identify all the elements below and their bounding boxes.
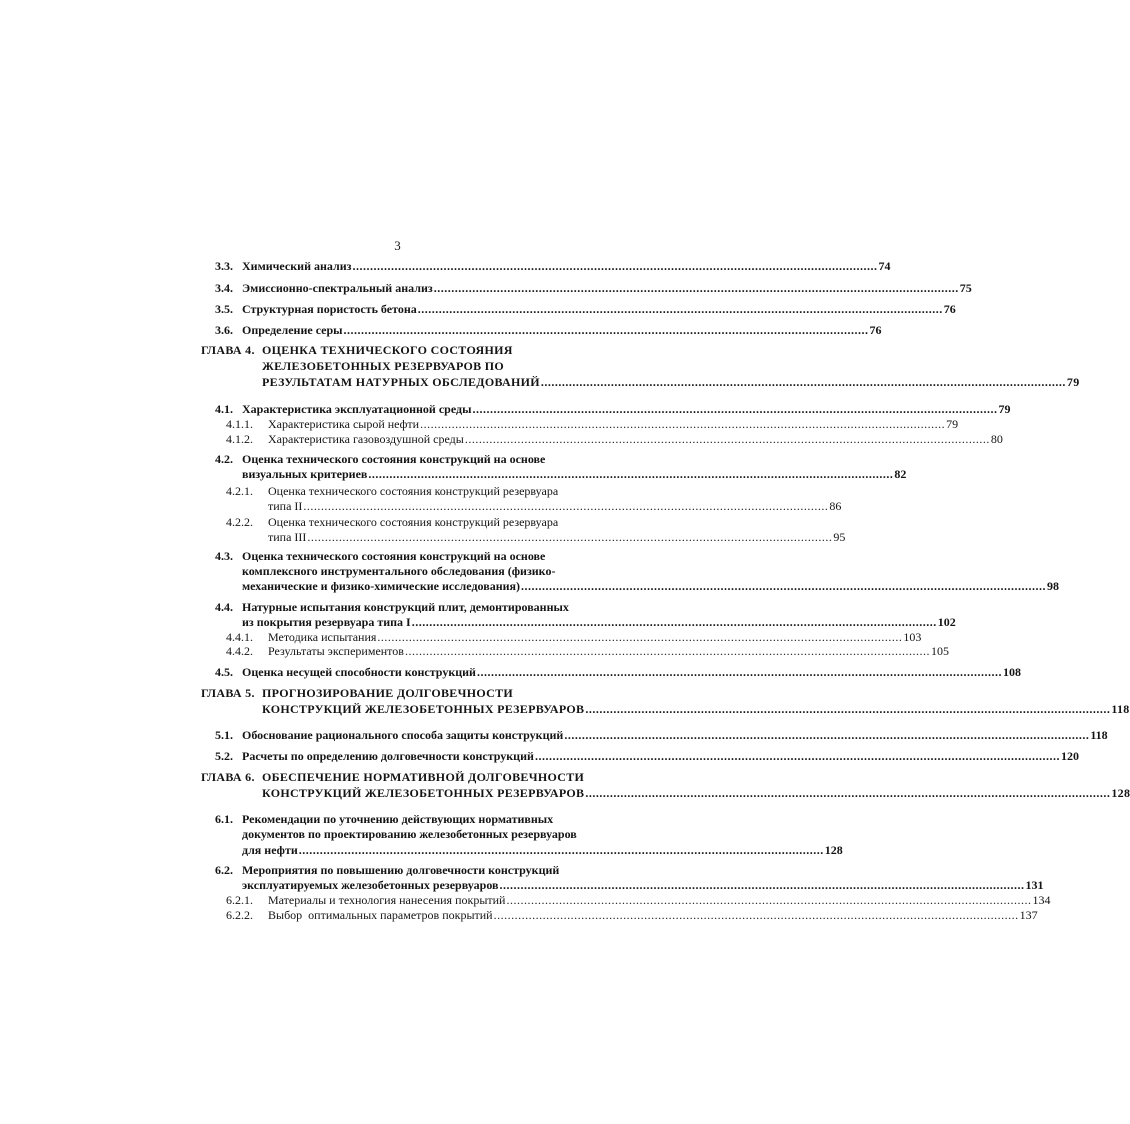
dot-leader: ...................................................................................................................................................... xyxy=(476,665,1002,679)
page-ref: 82 xyxy=(894,467,907,481)
section-4-2-number: 4.2. xyxy=(215,452,233,466)
page-ref: 128 xyxy=(1111,786,1130,800)
toc-entry-chapter-4[interactable] xyxy=(262,374,1080,390)
toc-entry-3-5[interactable] xyxy=(215,301,956,317)
dot-leader: ...................................................................................................................................................... xyxy=(368,467,894,481)
section-4-3-title-line-3: механические и физико-химические исследования) xyxy=(242,579,521,593)
dot-leader: ...................................................................................................................................................... xyxy=(521,579,1047,593)
dot-leader: ...................................................................................................................................................... xyxy=(585,786,1111,800)
section-4-2-2-title-line-1: Оценка технического состояния конструкций резервуара xyxy=(268,515,559,529)
page-ref: 75 xyxy=(959,281,972,295)
chapter-5-title-line-2: КОНСТРУКЦИЙ ЖЕЛЕЗОБЕТОННЫХ РЕЗЕРВУАРОВ xyxy=(262,702,585,716)
dot-leader: ...................................................................................................................................................... xyxy=(534,749,1060,763)
toc-entry-3-3[interactable] xyxy=(215,258,891,274)
page-ref: 80 xyxy=(990,432,1003,446)
toc-entry-4-4-2[interactable] xyxy=(226,643,949,659)
toc-entry-4-1[interactable] xyxy=(215,401,1011,417)
section-6-2-title-line-1: Мероприятия по повышению долговечности конструкций xyxy=(242,863,560,877)
page-number: 3 xyxy=(394,238,401,253)
section-title: Оценка несущей способности конструкций xyxy=(242,665,476,679)
toc-entry-4-4[interactable] xyxy=(242,614,956,630)
dot-leader: ...................................................................................................................................................... xyxy=(472,402,998,416)
section-title: Характеристика сырой нефти xyxy=(268,417,420,431)
page-ref: 79 xyxy=(1066,375,1080,389)
toc-entry-6-2-2[interactable] xyxy=(226,907,1038,923)
toc-entry-5-2[interactable] xyxy=(215,748,1079,764)
section-4-4-title-line-2: из покрытия резервуара типа I xyxy=(242,615,411,629)
chapter-4-title-line-1: ОЦЕНКА ТЕХНИЧЕСКОГО СОСТОЯНИЯ xyxy=(262,343,513,357)
toc-entry-4-3[interactable] xyxy=(242,578,1060,594)
section-number: 5.1. xyxy=(215,728,233,742)
section-4-2-1-title-line-2: типа II xyxy=(268,499,303,513)
section-4-2-1-title-line-1: Оценка технического состояния конструкций резервуара xyxy=(268,484,559,498)
section-number: 3.4. xyxy=(215,281,233,295)
section-4-3-number: 4.3. xyxy=(215,549,233,563)
section-4-2-2-title-line-2: типа III xyxy=(268,530,307,544)
dot-leader: ...................................................................................................................................................... xyxy=(585,702,1111,716)
page-ref: 137 xyxy=(1019,908,1038,922)
section-number: 3.5. xyxy=(215,302,233,316)
chapter-6-number: ГЛАВА 6. xyxy=(201,770,255,784)
section-6-2-number: 6.2. xyxy=(215,863,233,877)
section-number: 4.1.1. xyxy=(226,417,253,431)
page-ref: 131 xyxy=(1025,878,1044,892)
dot-leader: ...................................................................................................................................................... xyxy=(499,878,1025,892)
section-4-3-title-line-2: комплексного инструментального обследования (физико- xyxy=(242,564,556,578)
dot-leader: ...................................................................................................................................................... xyxy=(404,644,930,658)
section-4-2-1-number: 4.2.1. xyxy=(226,484,253,498)
section-title: Характеристика газовоздушной среды xyxy=(268,432,464,446)
dot-leader: ...................................................................................................................................................... xyxy=(506,893,1032,907)
dot-leader: ...................................................................................................................................................... xyxy=(564,728,1090,742)
page-ref: 79 xyxy=(946,417,959,431)
page-ref: 102 xyxy=(937,615,956,629)
section-6-2-title-line-2: эксплуатируемых железобетонных резервуаров xyxy=(242,878,499,892)
section-number: 4.5. xyxy=(215,665,233,679)
section-6-1-number: 6.1. xyxy=(215,812,233,826)
page-ref: 95 xyxy=(833,530,846,544)
section-number: 5.2. xyxy=(215,749,233,763)
toc-entry-6-1[interactable] xyxy=(242,842,843,858)
page-ref: 76 xyxy=(943,302,956,316)
page-ref: 120 xyxy=(1060,749,1079,763)
section-6-1-title-line-2: документов по проектированию железобетонных резервуаров xyxy=(242,827,577,841)
toc-entry-4-2-1[interactable] xyxy=(268,498,842,514)
page-ref: 118 xyxy=(1111,702,1130,716)
toc-entry-4-2-2[interactable] xyxy=(268,529,846,545)
toc-entry-4-2[interactable] xyxy=(242,466,907,482)
section-number: 6.2.1. xyxy=(226,893,253,907)
dot-leader: ...................................................................................................................................................... xyxy=(433,281,959,295)
section-title: Эмиссионно-спектральный анализ xyxy=(242,281,433,295)
section-title: Определение серы xyxy=(242,323,343,337)
section-title: Характеристика эксплуатационной среды xyxy=(242,402,472,416)
section-title: Методика испытания xyxy=(268,630,377,644)
page-ref: 108 xyxy=(1002,665,1021,679)
section-6-1-title-line-1: Рекомендации по уточнению действующих нормативных xyxy=(242,812,554,826)
section-4-4-title-line-1: Натурные испытания конструкций плит, демонтированных xyxy=(242,600,569,614)
toc-entry-4-5[interactable] xyxy=(215,664,1021,680)
dot-leader: ...................................................................................................................................................... xyxy=(417,302,943,316)
page-ref: 105 xyxy=(930,644,949,658)
section-title: Выбор оптимальных параметров покрытий xyxy=(268,908,493,922)
section-number: 4.4.2. xyxy=(226,644,253,658)
section-6-1-title-line-3: для нефти xyxy=(242,843,298,857)
toc-entry-4-1-2[interactable] xyxy=(226,431,1003,447)
section-title: Обоснование рационального способа защиты конструкций xyxy=(242,728,564,742)
section-4-4-number: 4.4. xyxy=(215,600,233,614)
section-title: Результаты экспериментов xyxy=(268,644,404,658)
section-number: 4.1. xyxy=(215,402,233,416)
section-title: Химический анализ xyxy=(242,259,352,273)
chapter-4-number: ГЛАВА 4. xyxy=(201,343,255,357)
page-ref: 103 xyxy=(903,630,922,644)
dot-leader: ...................................................................................................................................................... xyxy=(540,375,1066,389)
toc-entry-3-6[interactable] xyxy=(215,322,882,338)
chapter-5-title-line-1: ПРОГНОЗИРОВАНИЕ ДОЛГОВЕЧНОСТИ xyxy=(262,686,514,700)
section-title: Материалы и технология нанесения покрытий xyxy=(268,893,506,907)
chapter-6-title-line-1: ОБЕСПЕЧЕНИЕ НОРМАТИВНОЙ ДОЛГОВЕЧНОСТИ xyxy=(262,770,585,784)
chapter-5-number: ГЛАВА 5. xyxy=(201,686,255,700)
toc-entry-6-2[interactable] xyxy=(242,877,1044,893)
toc-entry-4-1-1[interactable] xyxy=(226,416,959,432)
dot-leader: ...................................................................................................................................................... xyxy=(464,432,990,446)
dot-leader: ...................................................................................................................................................... xyxy=(377,630,903,644)
page-ref: 128 xyxy=(824,843,843,857)
dot-leader: ...................................................................................................................................................... xyxy=(303,499,829,513)
dot-leader: ...................................................................................................................................................... xyxy=(493,908,1019,922)
toc-entry-5-1[interactable] xyxy=(215,727,1108,743)
chapter-4-title-line-3: РЕЗУЛЬТАТАМ НАТУРНЫХ ОБСЛЕДОВАНИЙ xyxy=(262,375,540,389)
section-number: 4.4.1. xyxy=(226,630,253,644)
page-ref: 76 xyxy=(869,323,882,337)
section-number: 3.6. xyxy=(215,323,233,337)
toc-entry-chapter-5[interactable] xyxy=(262,701,1130,717)
section-number: 6.2.2. xyxy=(226,908,253,922)
dot-leader: ...................................................................................................................................................... xyxy=(343,323,869,337)
page-ref: 134 xyxy=(1032,893,1051,907)
section-number: 3.3. xyxy=(215,259,233,273)
section-title: Структурная пористость бетона xyxy=(242,302,417,316)
section-4-3-title-line-1: Оценка технического состояния конструкций на основе xyxy=(242,549,546,563)
page-ref: 118 xyxy=(1090,728,1108,742)
toc-entry-3-4[interactable] xyxy=(215,280,972,296)
chapter-4-title-line-2: ЖЕЛЕЗОБЕТОННЫХ РЕЗЕРВУАРОВ ПО xyxy=(262,359,505,373)
toc-entry-chapter-6[interactable] xyxy=(262,785,1130,801)
section-4-2-title-line-2: визуальных критериев xyxy=(242,467,368,481)
page-ref: 79 xyxy=(998,402,1011,416)
section-4-2-title-line-1: Оценка технического состояния конструкций на основе xyxy=(242,452,546,466)
dot-leader: ...................................................................................................................................................... xyxy=(411,615,937,629)
dot-leader: ...................................................................................................................................................... xyxy=(420,417,946,431)
page-ref: 98 xyxy=(1047,579,1060,593)
section-number: 4.1.2. xyxy=(226,432,253,446)
dot-leader: ...................................................................................................................................................... xyxy=(352,259,878,273)
chapter-6-title-line-2: КОНСТРУКЦИЙ ЖЕЛЕЗОБЕТОННЫХ РЕЗЕРВУАРОВ xyxy=(262,786,585,800)
dot-leader: ...................................................................................................................................................... xyxy=(298,843,824,857)
section-title: Расчеты по определению долговечности конструкций xyxy=(242,749,534,763)
page-ref: 74 xyxy=(878,259,891,273)
page-ref: 86 xyxy=(829,499,842,513)
dot-leader: ...................................................................................................................................................... xyxy=(307,530,833,544)
toc-entry-6-2-1[interactable] xyxy=(226,892,1051,908)
section-4-2-2-number: 4.2.2. xyxy=(226,515,253,529)
